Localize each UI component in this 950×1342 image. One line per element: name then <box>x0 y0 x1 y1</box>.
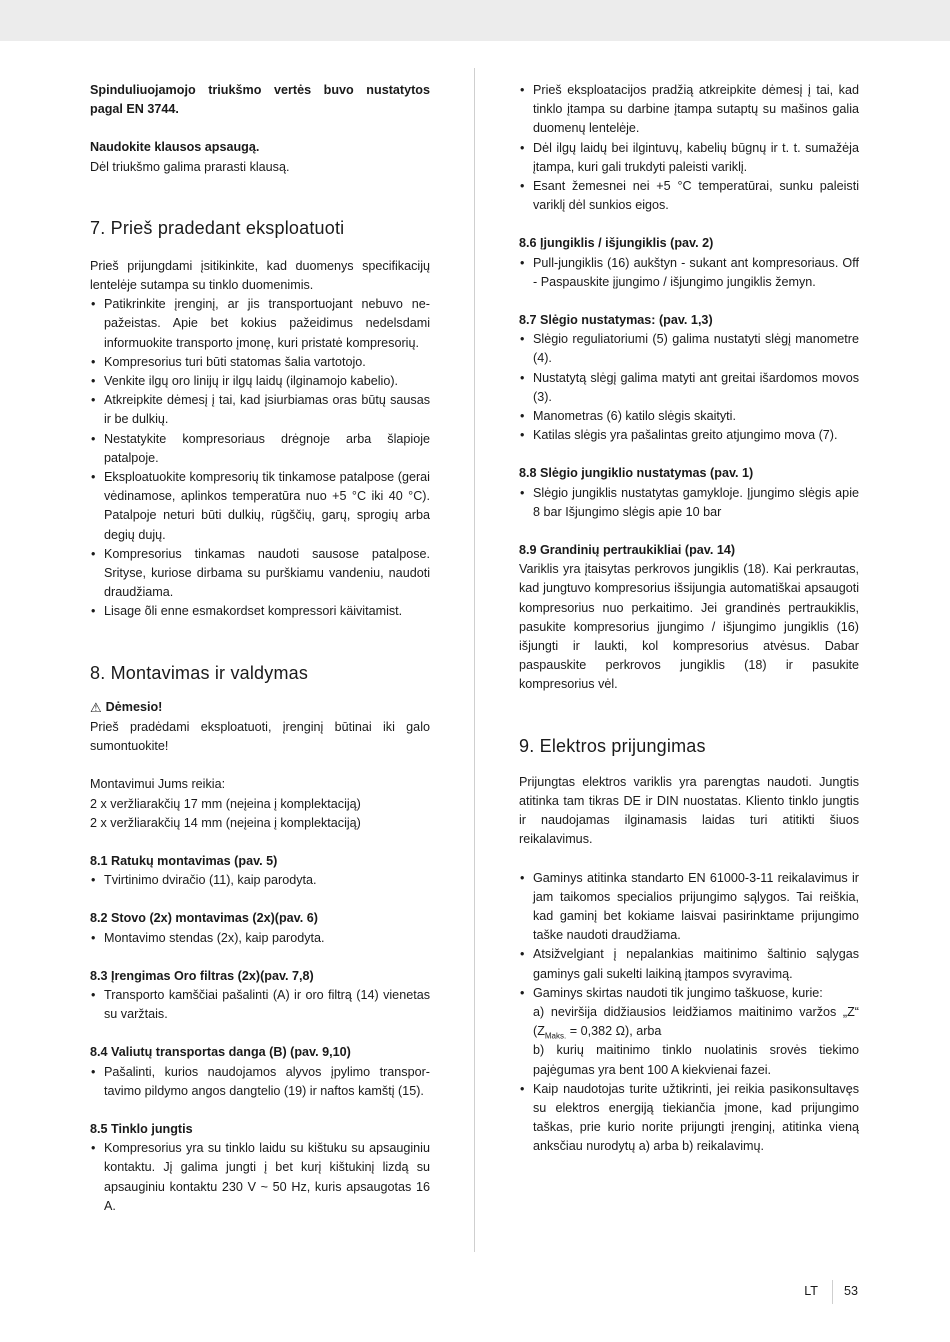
section-8-9-text: Variklis yra įtaisytas perkrovos jungiklis (18). Kai perkrautas, kad jungtuvo kompresorius išsijungia automatiškai apsaugoti kompresorius nuo perkaitimo. Jei grandinės pertraukiklis, pasukite kompresorius įjungimo / išjungimo jungiklis (16) išjungti ir laukti, kol kompresorius atvėsus. Dabar paspauskite perkrovos jungiklis (18) ir pasukite kompresorius vėl. <box>519 562 859 692</box>
right-column <box>519 81 859 1157</box>
page-footer <box>804 1280 858 1304</box>
section-8-title: 8. Montavimas ir valdymas <box>90 662 309 683</box>
tools-line-2: 2 x veržliarakčių 14 mm (neįeina į komplektaciją) <box>90 815 361 830</box>
list-item: • Pašalinti, kurios naudojamos alyvos įpylimo transportavimo pildymo angos dangtelio (19) ir naftos kamštį (15). <box>90 1063 430 1101</box>
section-8-9-title: 8.9 Grandinių pertraukikliai (pav. 14) <box>519 543 736 558</box>
attention-heading <box>90 698 162 717</box>
section-8-3-title: 8.3 Įrengimas Oro filtras (2x)(pav. 7,8) <box>90 968 314 983</box>
list-item: • Prieš eksploatacijos pradžią atkreipkite dėmesį į tai, kad tinklo įtampa su darbine įtampa sutaptų su mašinos galia duomenų lentelėje. <box>519 81 859 139</box>
list-item: • Eksploatuokite kompresorių tik tinkamose patalpose (gerai vėdinamose, aplinkos temperatūra nuo +5 °C iki 40 °C). Patalpoje neturi būti dulkių, rūgščių, garų, sprogių arba degių dujų. <box>90 468 430 545</box>
column-divider <box>474 68 475 1252</box>
list-item: • Nustatytą slėgį galima matyti ant greitai išardomos movos (3). <box>519 369 859 407</box>
list-item: • Katilas slėgis yra pašalintas greito atjungimo mova (7). <box>519 426 859 445</box>
section-8-7-title: 8.7 Slėgio nustatymas: (pav. 1,3) <box>519 313 713 328</box>
section-7-list <box>90 295 430 621</box>
section-9-title: 9. Elektros prijungimas <box>519 735 706 756</box>
language-code: LT <box>804 1284 818 1299</box>
tools-title: Montavimui Jums reikia: <box>90 777 226 792</box>
section-9-list <box>519 869 859 1157</box>
page-number: 53 <box>843 1284 858 1299</box>
item-lead: Gaminys skirtas naudoti tik jungimo taškuose, kurie: <box>533 985 823 1000</box>
list-item: • Slėgio jungiklis nustatytas gamykloje. Įjungimo slėgis apie 8 bar Išjungimo slėgis apie 10 bar <box>519 484 859 522</box>
section-8-7-list <box>519 330 859 445</box>
list-item: • Nestatykite kompresoriaus drėgnoje arba šlapioje patalpoje. <box>90 430 430 468</box>
footer-separator <box>832 1280 833 1304</box>
section-8-1-title: 8.1 Ratukų montavimas (pav. 5) <box>90 853 278 868</box>
list-item: • Tvirtinimo dviračio (11), kaip parodyta. <box>90 871 430 890</box>
tools-line-1: 2 x veržliarakčių 17 mm (neįeina į komplektaciją) <box>90 796 361 811</box>
condition-b: b) kurių maitinimo tinklo nuolatinis srovės tiekimo pajėgumas yra bent 100 A kiekvienai fazei. <box>533 1043 859 1077</box>
section-7-intro: Prieš prijungdami įsitikinkite, kad duomenys specifikacijų lentelėje sutampa su tinklo duomenimis. <box>90 258 430 293</box>
section-8-4-title: 8.4 Valiutų transportas danga (B) (pav. 9,10) <box>90 1045 351 1060</box>
list-item: • Lisage õli enne esmakordset kompressori käivitamist. <box>90 602 430 621</box>
warning-triangle-icon: ⚠ <box>90 699 102 715</box>
section-8-2-title: 8.2 Stovo (2x) montavimas (2x)(pav. 6) <box>90 911 318 926</box>
attention-text: Prieš pradėdami eksploatuoti, įrenginį būtinai iki galo sumontuokite! <box>90 719 430 754</box>
condition-a-value: = 0,382 Ω), arba <box>566 1024 662 1039</box>
condition-a-text: a) neviršija didžiausios leidžiamos maitinimo varžos „Z“ (Z <box>533 1004 859 1039</box>
list-item: • Montavimo stendas (2x), kaip parodyta. <box>90 929 430 948</box>
list-item: • Atkreipkite dėmesį į tai, kad įsiurbiamas oras būtų sausas ir be dulkių. <box>90 391 430 429</box>
hearing-title: Naudokite klausos apsaugą. <box>90 140 260 155</box>
list-item: • Kompresorius turi būti statomas šalia vartotojo. <box>90 353 430 372</box>
list-item: • Manometras (6) katilo slėgis skaityti. <box>519 407 859 426</box>
list-item: • Dėl ilgų laidų bei ilgintuvų, kabelių būgnų ir t. t. sumažėja įtampa, kuri gali trukdyti paleisti variklį. <box>519 139 859 177</box>
list-item: • Venkite ilgų oro linijų ir ilgų laidų (ilginamojo kabelio). <box>90 372 430 391</box>
section-8-6-title: 8.6 Įjungiklis / išjungiklis (pav. 2) <box>519 236 714 251</box>
list-item: • Pull-jungiklis (16) aukštyn - sukant ant kompresoriaus. Off - Paspauskite įjungimo / išjungimo jungiklis žemyn. <box>519 254 859 292</box>
section-7-title: 7. Prieš pradedant eksploatuoti <box>90 217 345 238</box>
section-8-5-title: 8.5 Tinklo jungtis <box>90 1122 193 1137</box>
top-bar <box>0 0 950 41</box>
list-item: • Kompresorius tinkamas naudoti sausose patalpose. Srityse, kuriose dirbama su purškiamu vandeniu, naudoti draudžiama. <box>90 545 430 603</box>
list-item: • Esant žemesnei nei +5 °C temperatūrai, sunku paleisti variklį dėl sunkios eigos. <box>519 177 859 215</box>
noise-note: Spinduliuojamojo triukšmo vertės buvo nustatytos pagal EN 3744. <box>90 83 430 117</box>
list-item: • Kompresorius yra su tinklo laidu su kištuku su apsauginiu kontaktu. Jį galima jungti į bet kurį kištukinį lizdą su apsauginiu kontaktu 230 V ~ 50 Hz, kuris apsaugotas 16 A. <box>90 1139 430 1216</box>
hearing-text: Dėl triukšmo galima prarasti klausą. <box>90 159 290 174</box>
voltage-notes-list <box>519 81 859 215</box>
list-item: • Patikrinkite įrenginį, ar jis transportuojant nebuvo nepažeistas. Apie bet kokius pažeidimus nedelsdami informuokite transporto įmonę, kuri pristatė kompresorių. <box>90 295 430 353</box>
section-8-8-title: 8.8 Slėgio jungiklio nustatymas (pav. 1) <box>519 466 754 481</box>
list-item <box>519 984 859 1080</box>
attention-label: Dėmesio! <box>105 699 163 714</box>
condition-a <box>533 1003 859 1041</box>
z-max-subscript: Maks. <box>544 1031 567 1041</box>
list-item: • Gaminys atitinka standarto EN 61000-3-11 reikalavimus ir jam taikomos specialios prijungimo sąlygos. Tai reiškia, kad gaminį bet kokiame laisvai pasirinktame prijungimo taške naudoti draudžiama. <box>519 869 859 946</box>
list-item: • Slėgio reguliatoriumi (5) galima nustatyti slėgį manometre (4). <box>519 330 859 368</box>
list-item: • Kaip naudotojas turite užtikrinti, jei reikia pasikonsultavęs su elektros energiją tiekiančia įmone, kad prijungimo taškas, prie kurio norite prijungti įrenginį, atitinka vieną anksčiau nurodytų a) arba b) reikalavimų. <box>519 1080 859 1157</box>
left-column <box>90 81 430 1216</box>
list-item: • Transporto kamščiai pašalinti (A) ir oro filtrą (14) vienetas su varžtais. <box>90 986 430 1024</box>
list-item: • Atsižvelgiant į nepalankias maitinimo šaltinio sąlygas gaminys gali sukelti laikiną įtampos svyravimą. <box>519 945 859 983</box>
section-9-intro: Prijungtas elektros variklis yra parengtas naudoti. Jungtis atitinka tam tikras DE ir DIN nuostatas. Kliento tinklo jungtis ir naudojamas ilginamasis laidas turi atitikti šiuos reikalavimus. <box>519 774 859 847</box>
